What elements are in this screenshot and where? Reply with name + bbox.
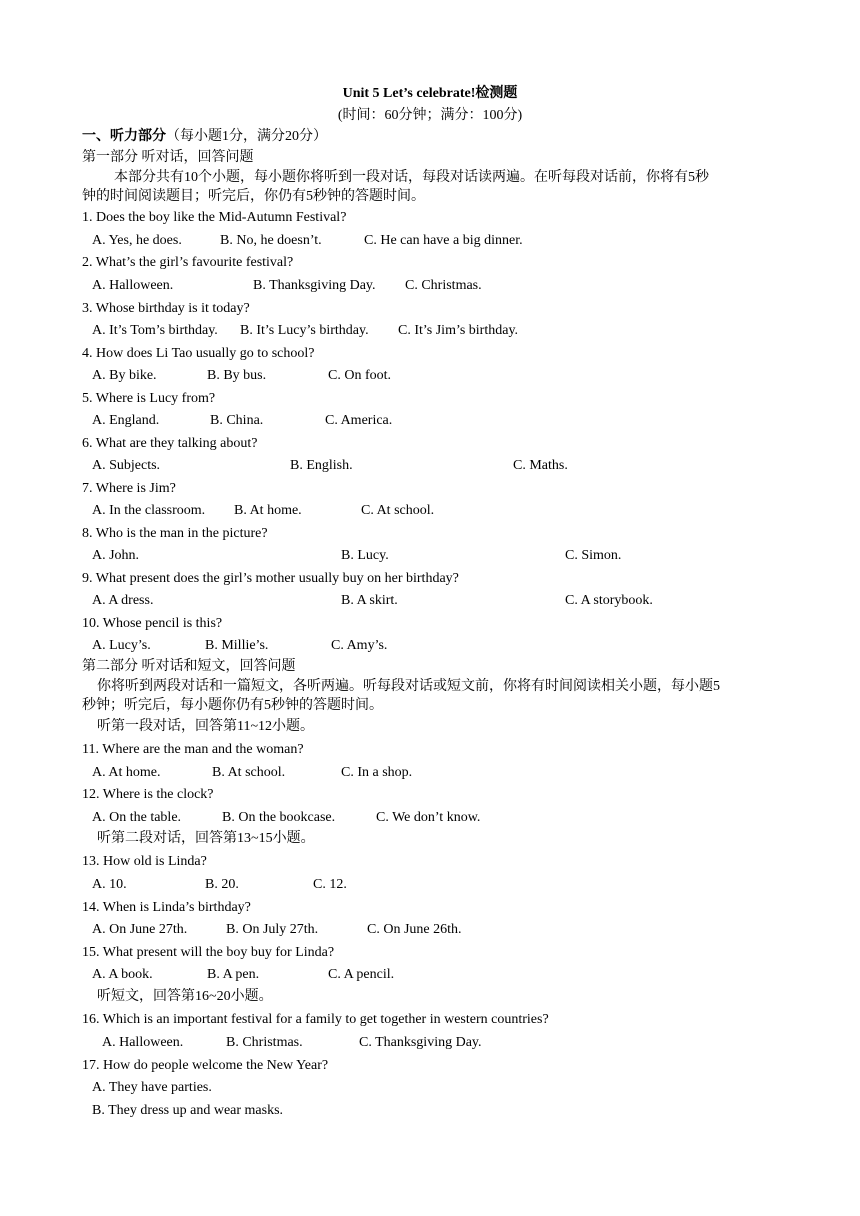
question-12-option-b: B. On the bookcase.: [222, 810, 336, 825]
question-8-option-a: A. John.: [92, 548, 140, 563]
question-17-option-a: A. They have parties.: [92, 1080, 212, 1095]
section-heading-text: 一、听力部分: [82, 129, 166, 144]
question-4-option-b: B. By bus.: [207, 368, 267, 383]
question-11: 11. Where are the man and the woman?: [82, 742, 304, 757]
question-2: 2. What’s the girl’s favourite festival?: [82, 255, 294, 270]
question-13: 13. How old is Linda?: [82, 854, 207, 869]
question-3: 3. Whose birthday is it today?: [82, 301, 250, 316]
part2-title: 第二部分 听对话和短文，回答问题: [82, 659, 296, 674]
question-5-option-c: C. America.: [325, 413, 393, 428]
question-17-option-b: B. They dress up and wear masks.: [92, 1103, 284, 1118]
question-13-option-a: A. 10.: [92, 877, 127, 892]
question-13-option-b: B. 20.: [205, 877, 239, 892]
question-8: 8. Who is the man in the picture?: [82, 526, 268, 541]
question-7-option-c: C. At school.: [361, 503, 435, 518]
question-9: 9. What present does the girl’s mother usually buy on her birthday?: [82, 571, 459, 586]
question-11-option-c: C. In a shop.: [341, 765, 413, 780]
question-5: 5. Where is Lucy from?: [82, 391, 216, 406]
question-4: 4. How does Li Tao usually go to school?: [82, 346, 315, 361]
question-2-option-b: B. Thanksgiving Day.: [253, 278, 376, 293]
question-16-option-a: A. Halloween.: [102, 1035, 184, 1050]
question-9-option-c: C. A storybook.: [565, 593, 653, 608]
question-3-option-a: A. It’s Tom’s birthday.: [92, 323, 218, 338]
question-10-option-b: B. Millie’s.: [205, 638, 269, 653]
listening-note-16-20: 听短文，回答第16~20小题。: [97, 989, 273, 1004]
question-1-option-b: B. No, he doesn’t.: [220, 233, 322, 248]
question-5-option-b: B. China.: [210, 413, 264, 428]
part2-instructions-line2: 秒钟；听完后，每小题你仍有5秒钟的答题时间。: [82, 698, 383, 713]
question-1: 1. Does the boy like the Mid-Autumn Festival?: [82, 210, 347, 225]
question-8-option-b: B. Lucy.: [341, 548, 389, 563]
question-9-option-b: B. A skirt.: [341, 593, 398, 608]
question-15-option-a: A. A book.: [92, 967, 153, 982]
question-11-option-b: B. At school.: [212, 765, 286, 780]
question-15-option-b: B. A pen.: [207, 967, 260, 982]
question-16: 16. Which is an important festival for a family to get together in western countries?: [82, 1012, 549, 1027]
question-14-option-a: A. On June 27th.: [92, 922, 188, 937]
listening-note-13-15: 听第二段对话，回答第13~15小题。: [97, 831, 315, 846]
question-15-option-c: C. A pencil.: [328, 967, 395, 982]
question-2-option-c: C. Christmas.: [405, 278, 482, 293]
question-6-option-b: B. English.: [290, 458, 353, 473]
part1-instructions-line1: 本部分共有10个小题，每小题你将听到一段对话，每段对话读两遍。在听每段对话前，你将有5秒: [114, 170, 709, 185]
question-3-option-c: C. It’s Jim’s birthday.: [398, 323, 519, 338]
question-14-option-c: C. On June 26th.: [367, 922, 462, 937]
question-12-option-c: C. We don’t know.: [376, 810, 481, 825]
question-10: 10. Whose pencil is this?: [82, 616, 223, 631]
question-7-option-a: A. In the classroom.: [92, 503, 206, 518]
question-12-option-a: A. On the table.: [92, 810, 182, 825]
question-10-option-c: C. Amy’s.: [331, 638, 388, 653]
question-8-option-c: C. Simon.: [565, 548, 622, 563]
question-17: 17. How do people welcome the New Year?: [82, 1058, 329, 1073]
question-4-option-a: A. By bike.: [92, 368, 157, 383]
part2-instructions-line1: 你将听到两段对话和一篇短文，各听两遍。听每段对话或短文前，你将有时间阅读相关小题，每小题5: [97, 679, 720, 694]
question-4-option-c: C. On foot.: [328, 368, 391, 383]
part1-title: 第一部分 听对话，回答问题: [82, 150, 254, 165]
question-13-option-c: C. 12.: [313, 877, 347, 892]
question-6-option-a: A. Subjects.: [92, 458, 161, 473]
question-9-option-a: A. A dress.: [92, 593, 154, 608]
question-3-option-b: B. It’s Lucy’s birthday.: [240, 323, 369, 338]
section-heading-note: （每小题1分，满分20分）: [166, 129, 327, 144]
part1-instructions-line2: 钟的时间阅读题目；听完后，你仍有5秒钟的答题时间。: [82, 189, 425, 204]
question-12: 12. Where is the clock?: [82, 787, 214, 802]
question-6-option-c: C. Maths.: [513, 458, 568, 473]
question-7-option-b: B. At home.: [234, 503, 302, 518]
question-1-option-c: C. He can have a big dinner.: [364, 233, 523, 248]
question-10-option-a: A. Lucy’s.: [92, 638, 151, 653]
question-1-option-a: A. Yes, he does.: [92, 233, 182, 248]
question-14: 14. When is Linda’s birthday?: [82, 900, 251, 915]
question-7: 7. Where is Jim?: [82, 481, 176, 496]
page-title: Unit 5 Let’s celebrate!检测题: [342, 86, 518, 101]
question-6: 6. What are they talking about?: [82, 436, 258, 451]
question-16-option-b: B. Christmas.: [226, 1035, 303, 1050]
section-heading: [82, 128, 327, 146]
question-16-option-c: C. Thanksgiving Day.: [359, 1035, 482, 1050]
question-15: 15. What present will the boy buy for Linda?: [82, 945, 335, 960]
listening-note-11-12: 听第一段对话，回答第11~12小题。: [97, 719, 315, 734]
question-5-option-a: A. England.: [92, 413, 160, 428]
page-subtitle: (时间：60分钟；满分：100分): [337, 108, 523, 123]
question-11-option-a: A. At home.: [92, 765, 161, 780]
question-2-option-a: A. Halloween.: [92, 278, 174, 293]
question-14-option-b: B. On July 27th.: [226, 922, 319, 937]
